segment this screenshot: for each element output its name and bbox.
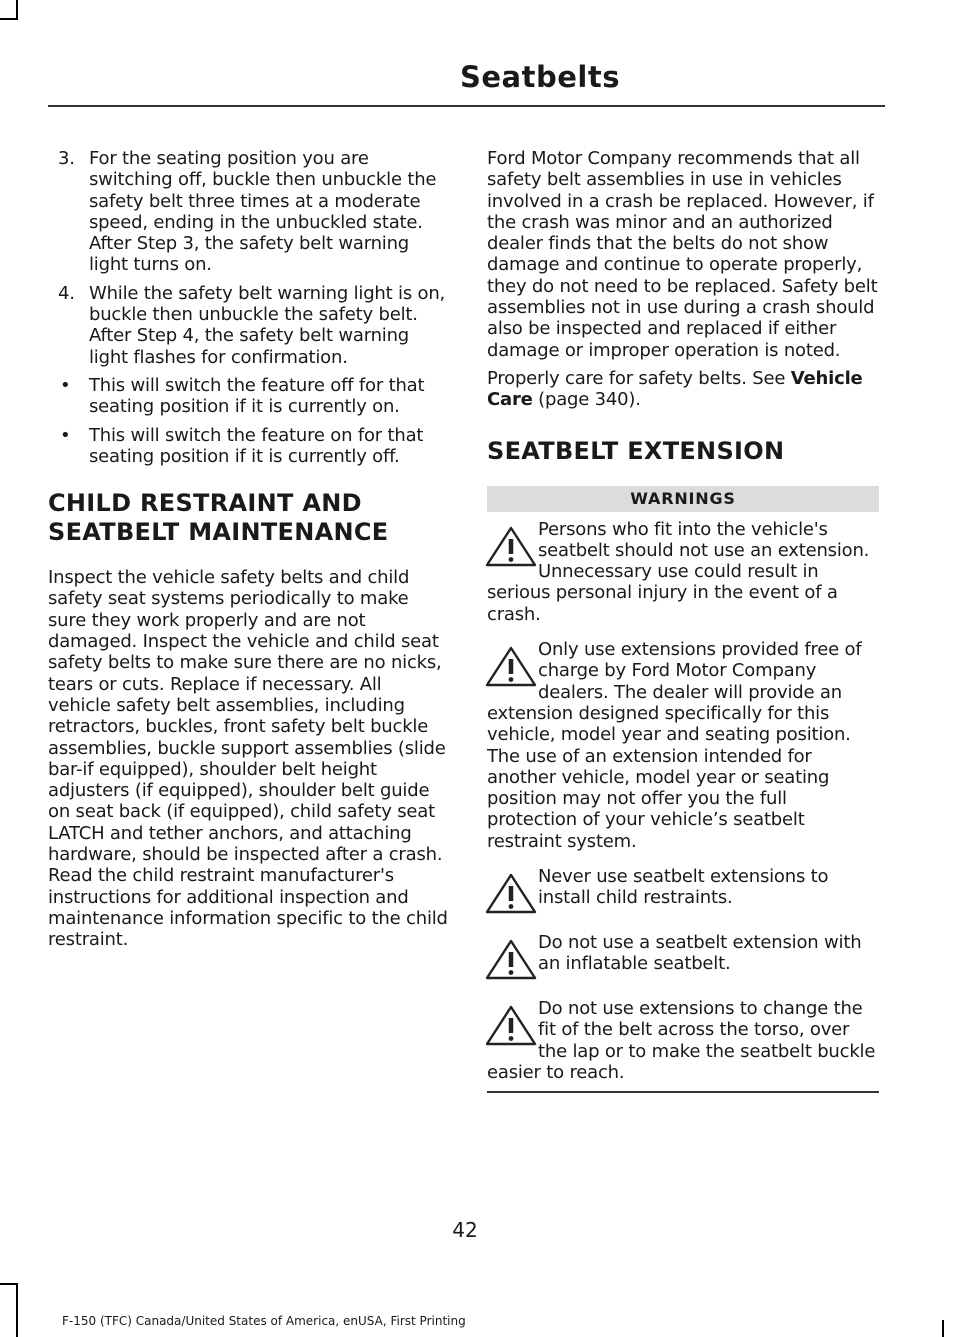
warning-item — [487, 932, 879, 984]
maintenance-paragraph: Inspect the vehicle safety belts and child safety seat systems periodically to make sure they work properly and are not damaged. Inspect the vehicle and child seat safety belts to make sure there are no nicks, tears or cuts. Replace if necessary. All vehicle safety belt assemblies, including retractors, buckles, front safety belt buckle assemblies, buckle support assemblies (slide bar-if equipped), shoulder belt height adjusters (if equipped), shoulder belt guide on seat back (if equipped), child safety seat LATCH and tether anchors, and attaching hardware, should be inspected after a crash. Read the child restraint manufacturer's instructions for additional inspection and maintenance information specific to the child restraint. — [48, 567, 448, 951]
warning-triangle-icon — [485, 1004, 538, 1048]
warnings-end-rule — [487, 1091, 879, 1093]
warning-triangle-icon — [485, 525, 538, 569]
footer-text: F-150 (TFC) Canada/United States of America, enUSA, First Printing — [62, 1314, 466, 1328]
warning-text: Never use seatbelt extensions to install child restraints. — [538, 866, 829, 909]
crop-mark-bottom-left — [0, 1283, 18, 1285]
bullet-marker: • — [60, 424, 71, 446]
step-number: 4. — [58, 282, 75, 304]
step-text: For the seating position you are switching off, buckle then unbuckle the safety belt three times at a moderate speed, ending in the unbuckled state. After Step 3, the safety belt warning light turns on. — [89, 148, 437, 276]
bullet-item — [48, 425, 448, 468]
vehicle-care-link[interactable]: Vehicle Care — [487, 367, 863, 411]
section-heading-extension: SEATBELT EXTENSION — [487, 436, 785, 465]
crop-mark-bottom-right — [942, 1320, 944, 1337]
crop-mark-top-left — [0, 18, 18, 20]
list-item-step-3 — [48, 148, 448, 276]
care-suffix: (page 340). — [532, 389, 641, 411]
care-prefix: Properly care for safety belts. See — [487, 367, 791, 389]
step-number: 3. — [58, 148, 75, 169]
header-rule — [48, 105, 885, 107]
bullet-item — [48, 375, 448, 418]
list-item-step-4 — [48, 283, 448, 368]
warning-text: Persons who fit into the vehicle's seatbelt should not use an extension. Unnecessary use could result in serious personal injury in the event of a crash. — [487, 518, 870, 625]
page-title: Seatbelts — [460, 60, 620, 94]
warnings-heading: WARNINGS — [487, 486, 879, 512]
warning-triangle-icon — [485, 645, 538, 689]
warning-item — [487, 519, 879, 625]
warning-triangle-icon — [485, 938, 538, 982]
section-heading-maintenance — [48, 489, 448, 547]
warning-text: Only use extensions provided free of charge by Ford Motor Company dealers. The dealer will provide an extension designed specifically for this vehicle, model year and seating position. The use of an extension intended for another vehicle, model year or seating position may not offer you the full protection of your vehicle’s seatbelt restraint system. — [487, 639, 862, 852]
crop-mark-top-left — [16, 0, 18, 20]
right-column — [487, 148, 879, 1093]
crop-mark-bottom-left — [16, 1283, 18, 1337]
step-text: While the safety belt warning light is on, buckle then unbuckle the safety belt. After Step 4, the safety belt warning light flashes for confirmation. — [89, 282, 446, 368]
section-heading-line: CHILD RESTRAINT AND — [48, 489, 362, 518]
warning-item — [487, 998, 879, 1083]
left-column — [48, 148, 448, 958]
warning-text: Do not use a seatbelt extension with an inflatable seatbelt. — [538, 932, 862, 975]
crash-paragraph: Ford Motor Company recommends that all safety belt assemblies in use in vehicles involved in a crash be replaced. However, if the crash was minor and an authorized dealer finds that the belts do not show damage and continue to operate properly, they do not need to be replaced. Safety belt assemblies not in use during a crash should also be inspected and replaced if either damage or improper operation is noted. — [487, 148, 878, 361]
warning-triangle-icon — [485, 872, 538, 916]
care-paragraph — [487, 368, 879, 411]
bullet-text: This will switch the feature on for that seating position if it is currently off. — [89, 424, 424, 467]
warning-item — [487, 639, 879, 852]
bullet-text: This will switch the feature off for that seating position if it is currently on. — [89, 374, 425, 418]
bullet-marker: • — [60, 374, 71, 396]
warning-text: Do not use extensions to change the fit of the belt across the torso, over the lap or to make the seatbelt buckle easier to reach. — [487, 998, 876, 1083]
warning-item — [487, 866, 879, 918]
page-number: 42 — [452, 1218, 478, 1242]
section-heading-line: SEATBELT MAINTENANCE — [48, 518, 389, 547]
